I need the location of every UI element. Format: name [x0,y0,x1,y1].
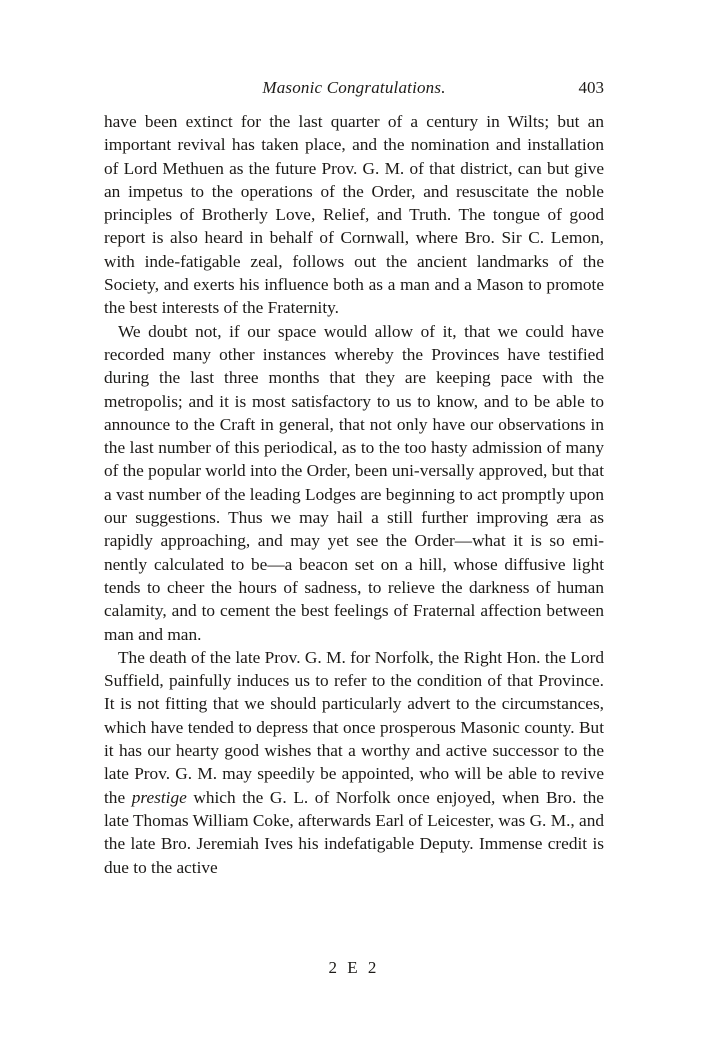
text-line: particularly advert to the circumstances, which have tended to [104,694,604,737]
text-line: that district, can but give an impetus to the operations of the [104,158,605,201]
text-line: Hon. the Lord Suffield, painfully induces us to refer to the [104,647,604,691]
text-line: late Prov. G. M. may speedily be appointed, who will be able [104,764,537,784]
running-title: Masonic Congratulations. [262,78,446,97]
text-line: We doubt not, if our space would allow of it, that we could [118,321,564,341]
text-line: fatigable zeal, follows out the ancient landmarks of the Society, [104,251,604,295]
text-line: approaching, and may yet see the Order—what it is so emi- [160,531,604,551]
text-line: which the G. L. of Norfolk once enjoyed, [193,787,496,807]
text-line: to us to know, and to be able to announce to the Craft [104,391,604,434]
text-line: and exerts his influence both as a man and a Mason to [163,275,542,295]
text-line: indefatigable Deputy. Immense credit is due to the active [104,834,605,877]
text-line: of many of the popular world into the Order, been uni- [104,438,605,481]
text-line: Lodges are beginning to act promptly upon our suggestions. [104,484,604,528]
text-line: The death of the late Prov. G. M. for Norfolk, the Right [118,647,503,667]
text-line: Relief, and Truth. The tongue of good report is also heard [104,205,604,248]
paragraph-1 [104,110,604,320]
text-line: hearty good wishes that a worthy and active successor to the [175,741,604,761]
text-line: Order, and resuscitate the noble principles of Brotherly Love, [104,181,604,225]
page-number: 403 [578,78,604,97]
text-line: in general, that not only have our observations in the last [104,414,604,458]
text-line: but an important revival has taken place, and the nomination [104,112,604,155]
text-line: have been extinct for the last quarter of a century in Wilts; [104,112,550,131]
text-line: condition of that Province. It is not fitting that we should [104,671,604,714]
text-line: have recorded many other instances whereby the Provinces [104,321,604,364]
text-line: of human calamity, and to cement the best feelings of Fraternal [104,577,604,621]
text-line: Thus we may hail a still further improving æra as rapidly [104,508,605,551]
text-line: versally approved, but that a vast number of the leading [104,461,605,504]
text-line: and installation of Lord Methuen as the future Prov. G. M. of [104,135,604,178]
text-line: affection between man and man. [104,601,604,644]
paragraph-2 [104,320,604,646]
paragraph-3 [104,646,604,879]
italic-word: prestige [131,787,187,807]
text-line: when Bro. the late Thomas William Coke, afterwards Earl of [104,787,604,830]
text-line: nently calculated to be—a beacon set on a hill, whose diffusive [104,554,566,574]
text-line: Leicester, was G. M., and the late Bro. Jeremiah Ives his [104,810,604,854]
book-page [104,78,605,977]
text-line: in behalf of Cornwall, where Bro. Sir C. Lemon, with inde- [104,228,604,271]
text-line: number of this periodical, as to the too hasty admission [158,438,543,458]
text-line: promote the best interests of the Fraternity. [104,275,605,318]
text-line: depress that once prosperous Masonic county. But it has our [104,717,604,761]
text-line: keeping pace with the metropolis; and it is most satisfactory [104,368,604,411]
text-line: light tends to cheer the hours of sadness, to relieve the darkness [104,554,605,597]
text-line: to revive the [104,764,604,807]
running-head [104,78,604,104]
signature-mark: 2 E 2 [328,958,380,977]
text-line: have testified during the last three months that they are [104,344,604,388]
body-text [104,110,604,879]
